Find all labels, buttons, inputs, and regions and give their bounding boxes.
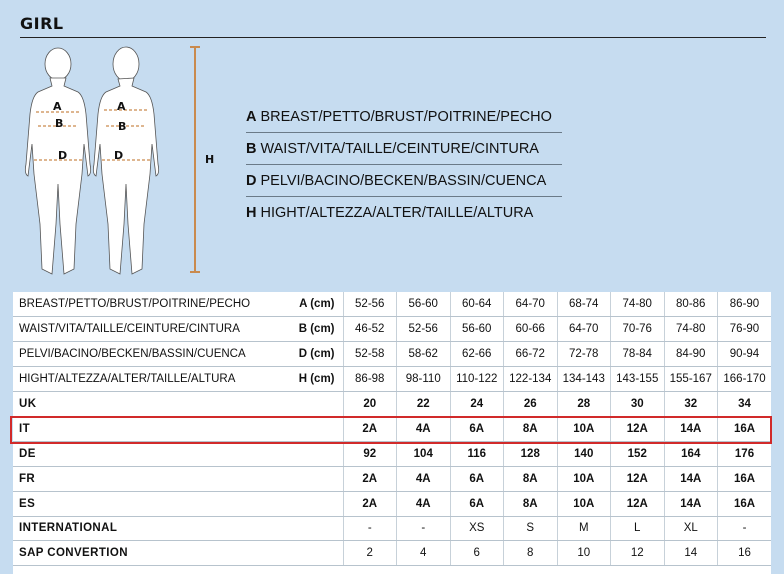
row-unit: D (cm)	[281, 342, 343, 367]
table-cell: -	[343, 516, 397, 541]
figure-label-b: B	[55, 117, 64, 130]
table-cell: XL	[664, 516, 718, 541]
table-cell: 10	[557, 541, 611, 566]
row-label: IT	[13, 416, 281, 441]
table-cell: 6A	[450, 491, 504, 516]
table-cell: 56-60	[397, 292, 451, 317]
table-cell: 34	[718, 392, 772, 417]
table-cell: 30	[611, 392, 665, 417]
table-cell: 152	[611, 441, 665, 466]
table-cell: 122-134	[504, 367, 558, 392]
legend-key: D	[246, 172, 257, 189]
legend-text: WAIST/VITA/TAILLE/CEINTURE/CINTURA	[260, 140, 539, 157]
table-row	[13, 342, 771, 367]
table-cell: 4A	[397, 466, 451, 491]
table-row	[13, 317, 771, 342]
table-cell: 76-90	[718, 317, 772, 342]
table-cell: 134-143	[557, 367, 611, 392]
table-cell: 80-86	[664, 292, 718, 317]
row-unit	[281, 392, 343, 417]
table-cell: 24	[450, 392, 504, 417]
table-cell: 28	[557, 392, 611, 417]
legend-row	[246, 197, 562, 229]
table-row	[13, 516, 771, 541]
table-row	[13, 392, 771, 417]
figure-label-a-back: A	[117, 100, 126, 113]
table-cell: 86-90	[718, 292, 772, 317]
table-cell: 14	[664, 541, 718, 566]
table-cell: 16A	[718, 491, 772, 516]
table-cell: 14A	[664, 491, 718, 516]
table-cell: S	[504, 516, 558, 541]
table-cell: 52-56	[397, 317, 451, 342]
table-cell: 4A	[397, 416, 451, 441]
table-cell: 2A	[343, 491, 397, 516]
table-cell: 110-122	[450, 367, 504, 392]
table-cell: 155-167	[664, 367, 718, 392]
table-cell: 166-170	[718, 367, 772, 392]
table-cell: 12A	[611, 491, 665, 516]
row-label: DE	[13, 441, 281, 466]
title-divider	[20, 37, 766, 38]
table-cell: 62-66	[450, 342, 504, 367]
table-cell: 12	[611, 541, 665, 566]
table-cell: 60-64	[450, 292, 504, 317]
table-row	[13, 292, 771, 317]
table-cell: -	[718, 516, 772, 541]
row-unit: B (cm)	[281, 317, 343, 342]
table-cell: 56-60	[450, 317, 504, 342]
table-cell: 8A	[504, 466, 558, 491]
table-cell: 104	[397, 441, 451, 466]
table-cell: 140	[557, 441, 611, 466]
table-cell: 14A	[664, 466, 718, 491]
table-cell: 72-78	[557, 342, 611, 367]
table-cell: 16A	[718, 466, 772, 491]
table-cell: 52-58	[343, 342, 397, 367]
table-cell: 58-62	[397, 342, 451, 367]
row-label: INTERNATIONAL	[13, 516, 281, 541]
table-cell: 68-74	[557, 292, 611, 317]
measurement-legend	[246, 101, 562, 229]
legend-row	[246, 133, 562, 165]
table-cell: 14A	[664, 416, 718, 441]
legend-row	[246, 165, 562, 197]
table-row	[13, 541, 771, 566]
row-label: SAP CONVERTION	[13, 541, 281, 566]
legend-text: PELVI/BACINO/BECKEN/BASSIN/CUENCA	[260, 172, 547, 189]
row-unit	[281, 466, 343, 491]
row-label: HIGHT/ALTEZZA/ALTER/TAILLE/ALTURA	[13, 367, 281, 392]
legend-text: HIGHT/ALTEZZA/ALTER/TAILLE/ALTURA	[260, 205, 534, 221]
row-label: WAIST/VITA/TAILLE/CEINTURE/CINTURA	[13, 317, 281, 342]
table-cell: 66-72	[504, 342, 558, 367]
table-cell: 128	[504, 441, 558, 466]
table-cell: 84-90	[664, 342, 718, 367]
table-cell: 90-94	[718, 342, 772, 367]
table-cell: L	[611, 516, 665, 541]
legend-text: BREAST/PETTO/BRUST/POITRINE/PECHO	[260, 108, 552, 125]
page-title: GIRL	[20, 14, 64, 33]
table-cell: 46-52	[343, 317, 397, 342]
table-cell: 20	[343, 392, 397, 417]
table-cell: 176	[718, 441, 772, 466]
table-cell: 6A	[450, 416, 504, 441]
table-cell: 60-66	[504, 317, 558, 342]
table-cell: 32	[664, 392, 718, 417]
table-row	[13, 416, 771, 441]
table-cell: 74-80	[664, 317, 718, 342]
table-cell: -	[397, 516, 451, 541]
table-cell: 10A	[557, 416, 611, 441]
legend-key: B	[246, 140, 257, 157]
row-label: PELVI/BACINO/BECKEN/BASSIN/CUENCA	[13, 342, 281, 367]
row-unit: A (cm)	[281, 292, 343, 317]
table-row	[13, 466, 771, 491]
table-cell: 8A	[504, 491, 558, 516]
legend-row	[246, 101, 562, 133]
table-cell: 116	[450, 441, 504, 466]
table-cell: 2	[343, 541, 397, 566]
table-cell: 22	[397, 392, 451, 417]
table-cell: 64-70	[557, 317, 611, 342]
height-marker-label: H	[205, 153, 215, 166]
table-cell: 16	[718, 541, 772, 566]
table-cell: 8A	[504, 416, 558, 441]
table-cell: 52-56	[343, 292, 397, 317]
table-cell: 12A	[611, 466, 665, 491]
table-cell: 10A	[557, 466, 611, 491]
figure-label-d-back: D	[114, 149, 124, 162]
height-marker-cap-top	[190, 46, 200, 48]
row-unit	[281, 491, 343, 516]
row-unit: H (cm)	[281, 367, 343, 392]
table-cell: 92	[343, 441, 397, 466]
row-unit	[281, 441, 343, 466]
height-marker-cap-bottom	[190, 271, 200, 273]
table-cell: 2A	[343, 416, 397, 441]
size-chart-table-container	[13, 292, 771, 574]
height-marker-line	[194, 46, 196, 272]
size-chart-table	[13, 292, 771, 566]
table-cell: 70-76	[611, 317, 665, 342]
table-cell: 26	[504, 392, 558, 417]
legend-key: A	[246, 108, 257, 125]
table-row	[13, 367, 771, 392]
row-label: UK	[13, 392, 281, 417]
body-figures-illustration	[12, 44, 232, 284]
row-label: FR	[13, 466, 281, 491]
table-row	[13, 491, 771, 516]
table-cell: 8	[504, 541, 558, 566]
figure-label-b-back: B	[118, 120, 127, 133]
figure-label-a: A	[53, 100, 62, 113]
table-cell: 4A	[397, 491, 451, 516]
figure-label-d: D	[58, 149, 68, 162]
table-cell: 2A	[343, 466, 397, 491]
table-cell: 6	[450, 541, 504, 566]
table-cell: M	[557, 516, 611, 541]
table-cell: 78-84	[611, 342, 665, 367]
table-cell: 164	[664, 441, 718, 466]
row-unit	[281, 516, 343, 541]
table-cell: 6A	[450, 466, 504, 491]
row-unit	[281, 416, 343, 441]
table-cell: 12A	[611, 416, 665, 441]
table-cell: 4	[397, 541, 451, 566]
row-unit	[281, 541, 343, 566]
table-cell: 98-110	[397, 367, 451, 392]
table-cell: 143-155	[611, 367, 665, 392]
row-label: ES	[13, 491, 281, 516]
table-cell: 10A	[557, 491, 611, 516]
legend-key: H	[246, 205, 257, 221]
table-cell: XS	[450, 516, 504, 541]
table-cell: 74-80	[611, 292, 665, 317]
row-label: BREAST/PETTO/BRUST/POITRINE/PECHO	[13, 292, 281, 317]
table-row	[13, 441, 771, 466]
table-cell: 16A	[718, 416, 772, 441]
table-cell: 86-98	[343, 367, 397, 392]
table-cell: 64-70	[504, 292, 558, 317]
